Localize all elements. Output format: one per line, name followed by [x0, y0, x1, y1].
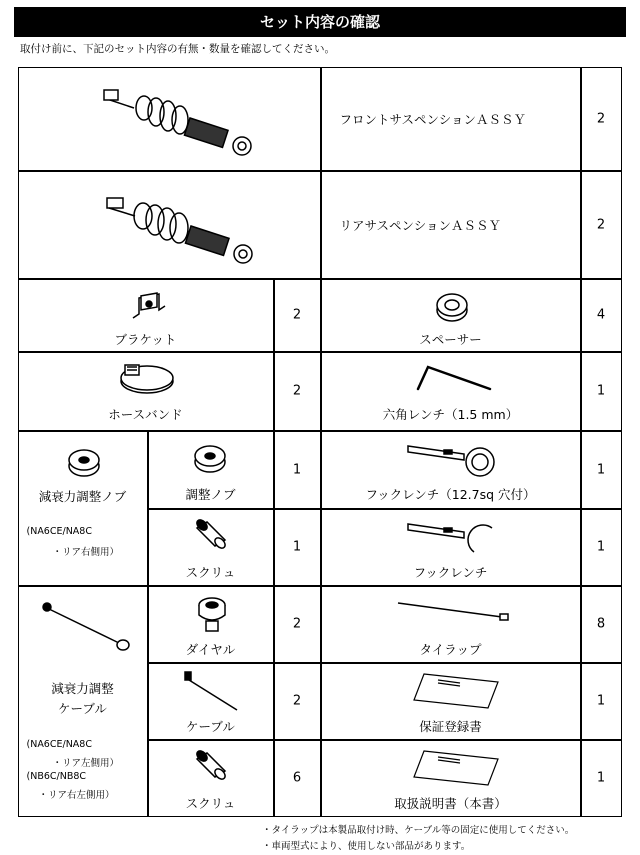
hose-band-qty-cell [274, 352, 321, 431]
bracket-qty-cell [274, 279, 321, 352]
screw-b-cell [148, 740, 274, 817]
cable-icon [183, 670, 243, 714]
tie-wrap-label: タイラップ [419, 641, 482, 657]
intro-text: 取付け前に、下記のセット内容の有無・数量を確認してください。 [20, 43, 335, 55]
knob-group-cell [18, 431, 148, 586]
hook-wrench-icon [404, 518, 504, 558]
manual-document-icon [412, 749, 502, 787]
cable-group-label-2: ケーブル [58, 700, 107, 716]
hook-wrench-hole-qty: 1 [596, 462, 606, 477]
hook-wrench-hole-label: フックレンチ（12.7sq 穴付） [365, 486, 536, 502]
hook-wrench-hole-cell [321, 431, 581, 509]
screw-a-qty-cell [274, 509, 321, 586]
rear-suspension-qty: 2 [596, 217, 606, 232]
cable-label: ケーブル [186, 718, 235, 734]
tie-wrap-qty-cell [581, 586, 622, 663]
hose-band-icon [117, 361, 177, 397]
warranty-qty-cell [581, 663, 622, 740]
spacer-label: スペーサー [419, 331, 482, 347]
spacer-icon [435, 290, 469, 324]
cable-group-note-1: (NA6CE/NA8C [26, 738, 92, 750]
manual-cell [321, 740, 581, 817]
dial-icon [197, 595, 227, 633]
screw-b-qty: 6 [292, 770, 302, 786]
footnote-1: ・タイラップは本製品取付け時、ケーブル等の固定に使用してください。 [262, 825, 575, 836]
hex-wrench-icon [414, 363, 494, 397]
footnote-2: ・車両型式により、使用しない部品があります。 [262, 841, 471, 852]
manual-label: 取扱説明書（本書） [394, 795, 507, 811]
knob-label: 調整ノブ [185, 486, 236, 502]
rear-suspension-image-cell [18, 171, 321, 279]
hook-wrench-label: フックレンチ [413, 564, 488, 580]
hook-wrench-qty-cell [581, 509, 622, 586]
screw-b-icon [193, 749, 229, 783]
bracket-qty: 2 [292, 307, 302, 323]
knob-qty: 1 [292, 462, 302, 477]
spacer-qty-cell [581, 279, 622, 352]
cable-qty-cell [274, 663, 321, 740]
bracket-icon [129, 290, 169, 324]
rear-suspension-label: リアサスペンションＡＳＳＹ [339, 217, 501, 233]
hex-wrench-label: 六角レンチ（1.5 mm） [382, 406, 519, 422]
front-suspension-image-cell [18, 67, 321, 171]
hook-wrench-hole-qty-cell [581, 431, 622, 509]
spacer-cell [321, 279, 581, 352]
damping-knob-icon [67, 446, 101, 478]
hook-wrench-qty: 1 [596, 539, 606, 555]
cable-group-note-4: ・リア右左側用） [38, 789, 115, 801]
manual-qty-cell [581, 740, 622, 817]
rear-suspension-name-cell [321, 171, 581, 279]
cable-cell [148, 663, 274, 740]
bracket-label: ブラケット [114, 331, 177, 347]
rear-suspension-icon [97, 184, 257, 269]
hex-wrench-cell [321, 352, 581, 431]
knob-group-label: 減衰力調整ノブ [38, 488, 127, 504]
hex-wrench-qty-cell [581, 352, 622, 431]
warranty-cell [321, 663, 581, 740]
screw-a-label: スクリュ [185, 564, 236, 580]
page-header: セット内容の確認 [14, 7, 626, 37]
knob-group-note-1: (NA6CE/NA8C [26, 525, 92, 537]
front-suspension-icon [94, 78, 254, 163]
parts-table [18, 67, 622, 817]
front-suspension-label: フロントサスペンションＡＳＳＹ [339, 111, 526, 127]
hook-wrench-cell [321, 509, 581, 586]
adjust-knob-icon [193, 442, 227, 474]
cable-qty: 2 [292, 693, 302, 709]
cable-group-cell [18, 586, 148, 817]
knob-cell [148, 431, 274, 509]
cable-group-label-1: 減衰力調整 [51, 680, 114, 696]
hose-band-label: ホースバンド [108, 406, 183, 422]
hose-band-qty: 2 [292, 383, 302, 399]
manual-qty: 1 [596, 770, 606, 786]
front-suspension-qty-cell [581, 67, 622, 171]
hex-wrench-qty: 1 [596, 383, 606, 399]
dial-label: ダイヤル [185, 641, 236, 657]
rear-suspension-qty-cell [581, 171, 622, 279]
tie-wrap-icon [396, 599, 512, 623]
tie-wrap-qty: 8 [596, 616, 606, 632]
damping-cable-icon [39, 601, 133, 651]
knob-qty-cell [274, 431, 321, 509]
warranty-label: 保証登録書 [419, 718, 482, 734]
cable-group-note-3: (NB6C/NB8C [26, 770, 87, 782]
warranty-document-icon [412, 672, 502, 710]
front-suspension-name-cell [321, 67, 581, 171]
bracket-cell [18, 279, 274, 352]
cable-group-note-2: ・リア左側用） [52, 757, 120, 769]
hose-band-cell [18, 352, 274, 431]
dial-cell [148, 586, 274, 663]
dial-qty-cell [274, 586, 321, 663]
hook-wrench-hole-icon [404, 440, 504, 480]
warranty-qty: 1 [596, 693, 606, 709]
screw-a-cell [148, 509, 274, 586]
screw-a-qty: 1 [292, 539, 302, 555]
tie-wrap-cell [321, 586, 581, 663]
front-suspension-qty: 2 [596, 111, 606, 126]
screw-a-icon [193, 518, 229, 552]
spacer-qty: 4 [596, 307, 606, 323]
screw-b-qty-cell [274, 740, 321, 817]
knob-group-note-2: ・リア右側用） [52, 546, 120, 558]
screw-b-label: スクリュ [185, 795, 236, 811]
dial-qty: 2 [292, 616, 302, 632]
